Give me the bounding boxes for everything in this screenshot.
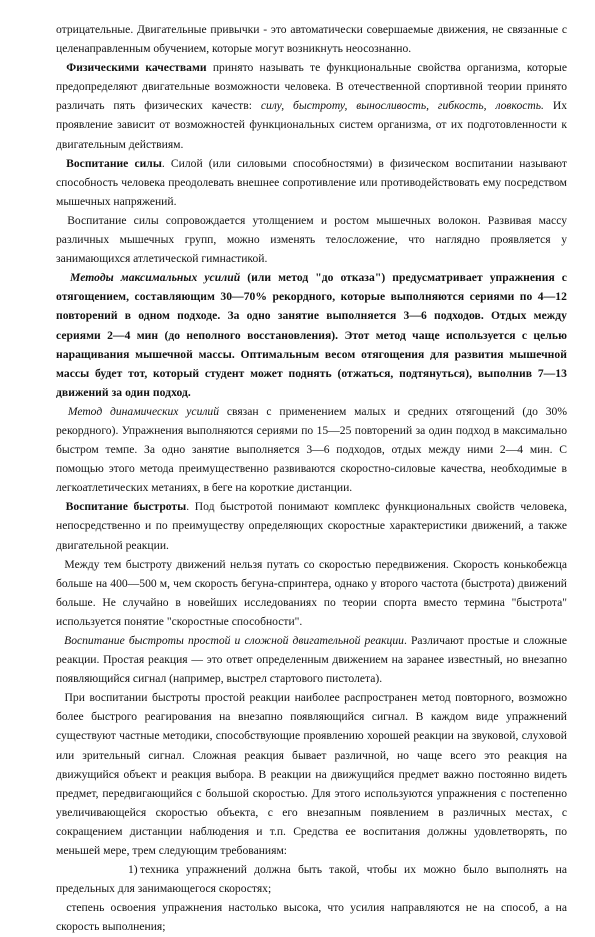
list-item-1: [56, 860, 567, 898]
text-reaction: . Различают простые и сложные реакции. Простая реакция — это ответ определенным движением на заранее известный, но внезапно появляющийся сигнал (например, выстрел стартового пистолета).: [56, 634, 567, 686]
term-reaction: Воспитание быстроты простой и сложной двигательной реакции: [64, 634, 404, 647]
paragraph-speed-vs-velocity: [56, 555, 567, 631]
qualities-list: силу, быстроту, выносливость, гибкость, ловкость.: [260, 99, 544, 113]
text-dynamic-effort: связан с применением малых и средних отягощений (до 30% рекордного). Упражнения выполняются сериями по 15—25 повторений за один подход в максимально быстром темпе. За одно занятие выполняется 3—6 подходов, отдых между ними 2—4 мин. С помощью этого метода преимущественно развиваются скоростно-силовые качества, необходимые в легкоатлетических метаниях, в беге на короткие дистанции.: [56, 404, 567, 495]
text-physical-qualities: принято называть те функциональные свойства организма, которые предопределяют двигательные возможности человека. В отечественной спортивной теории принято различать пять физических качеств:: [56, 61, 567, 113]
paragraph-simple-reaction: [56, 688, 567, 860]
text-simple-reaction: При воспитании быстроты простой реакции наиболее распространен метод повторного, возможно более быстрого реагирования на внезапно появляющийся сигнал. В каждом виде упражнений существуют частные методики, способствующие проявлению хорошей реакции на звуковой, слуховой или зрительный сигнал. Сложная реакция бывает различной, но чаще всего это реакция на движущийся объект и реакция выбора. В реакции на движущийся предмет важно постоянно видеть предмет, передвигающийся с большой скоростью. Для этого используются упражнения с постепенно увеличивающейся скоростью объекта, с его внезапным появлением в различных местах, с сокращением дистанции наблюдения и т.п. Средства ее воспитания должны удовлетворять, по меньшей мере, трем следующим требованиям:: [56, 691, 567, 858]
term-physical-qualities: Физическими качествами: [66, 61, 207, 75]
paragraph-speed: [56, 497, 567, 554]
term-max-effort: Методы максимальных усилий: [70, 271, 241, 285]
text-speed: . Под быстротой понимают комплекс функциональных свойств человека, непосредственно и по преимуществу определяющих скоростные характеристики движений, а также двигательной реакции.: [56, 500, 568, 552]
heading-strength: Воспитание силы: [66, 156, 162, 170]
paragraph-strength-growth: [56, 211, 567, 268]
list-item-text: техника упражнений должна быть такой, чтобы их можно было выполнять на предельных для занимающегося скоростях;: [56, 863, 567, 896]
text-strength-growth: Воспитание силы сопровождается утолщением и ростом мышечных волокон. Развивая массу различных мышечных групп, можно изменять телосложение, что наглядно проявляется у занимающихся атлетической гимнастикой.: [56, 213, 567, 266]
list-number: 1): [128, 863, 138, 877]
text-mastery: степень освоения упражнения настолько высока, что усилия направляются не на способ, а на скорость выполнения;: [56, 901, 567, 934]
paragraph-habits: отрицательные. Двигательные привычки - это автоматически совершаемые движения, не связанные с целенаправленным обучением, которые могут возникнуть неосознанно.: [56, 23, 567, 56]
text-speed-vs-velocity: Между тем быстроту движений нельзя путать со скоростью передвижения. Скорость конькобежца больше на 400—500 м, чем скорость бегуна-спринтера, однако у второго частота (быстрота) движений больше. Не случайно в новейших исследованиях по теории спорта вместо термина "быстрота" используется понятие "скоростные способности".: [56, 557, 567, 628]
paragraph-strength: [56, 154, 567, 211]
document-page: [56, 20, 567, 937]
heading-speed: Воспитание быстроты: [65, 500, 187, 514]
paragraph-mastery: [56, 898, 567, 936]
paragraph-dynamic-effort: [56, 402, 567, 497]
paragraph-reaction: [56, 631, 567, 688]
paragraph-max-effort: [56, 268, 567, 402]
paragraph-physical-qualities: [56, 58, 567, 153]
text-max-effort: (или метод "до отказа") предусматривает упражнения с отягощением, составляющим 30—70% рекордного, которые выполняются сериями по 4—12 повторений в одном подходе. За одно занятие выполняется 3—6 подходов. Отдых между сериями 2—4 мин (до неполного восстановления). Этот метод чаще используется с целью наращивания мышечной массы. Оптимальным весом отягощения для развития мышечной массы будет тот, который студент может поднять (отжаться, подтянуться), выполнив 7—13 движений за один подход.: [56, 271, 567, 399]
text-physical-qualities-end: Их проявление зависит от возможностей функциональных систем организма, от их подготовленности к двигательным действиям.: [56, 99, 567, 151]
term-dynamic-effort: Метод динамических усилий: [67, 404, 220, 418]
text-strength: . Силой (или силовыми способностями) в физическом воспитании называют способность человека преодолевать внешнее сопротивление или противодействовать ему посредством мышечных напряжений.: [56, 156, 567, 208]
